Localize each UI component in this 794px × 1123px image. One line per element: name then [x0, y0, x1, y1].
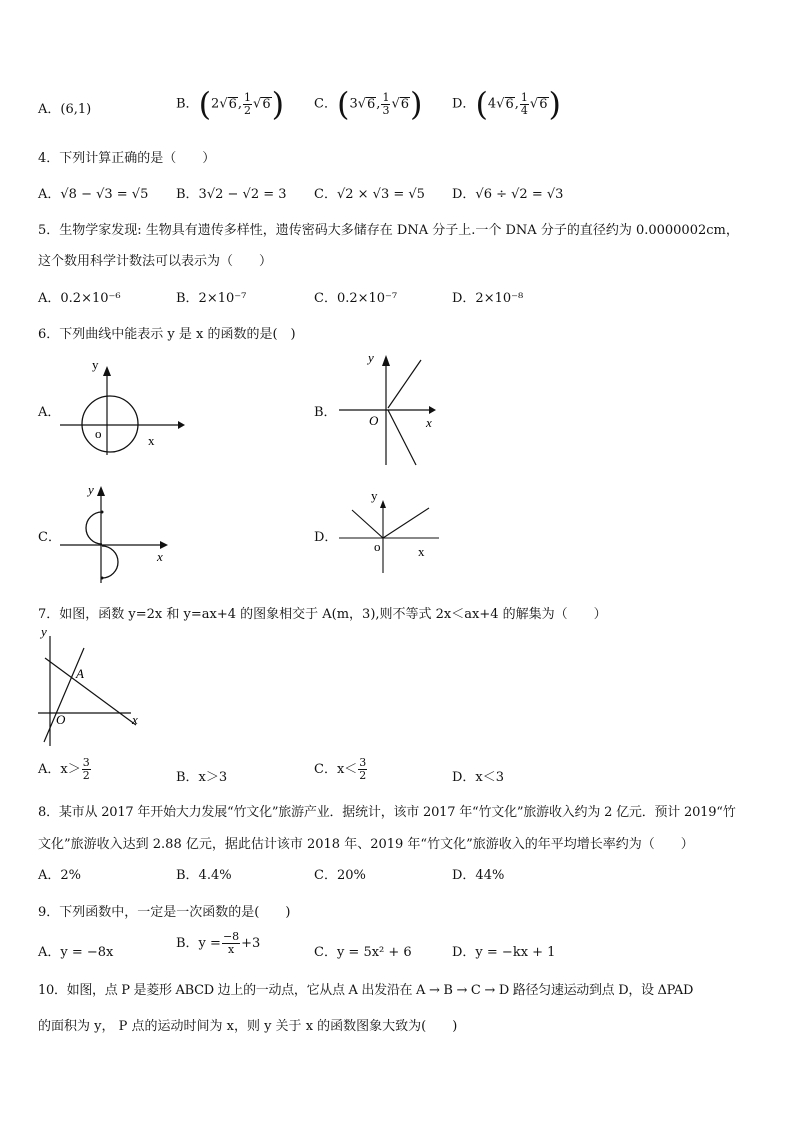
coefficient: 3 [349, 96, 358, 112]
numerator: 3 [82, 756, 90, 769]
q5-option-a: A．0.2×10⁻⁶ [38, 291, 121, 306]
q7-option-d: D．x＜3 [452, 770, 505, 785]
radicand: 6 [505, 96, 514, 112]
q6-graph-c [60, 478, 180, 583]
option-label: B． [176, 96, 199, 112]
q8-stem-line2: 文化”旅游收入达到 2.88 亿元，据此估计该市 2018 年、2019 年“竹文化”旅游收入的年平均增长率约为（ ） [38, 837, 694, 852]
axis-y-label: y [88, 482, 94, 497]
denominator: 2 [244, 103, 252, 117]
q8-option-a: A．2% [38, 868, 82, 883]
q7-stem: 7．如图，函数 y=2x 和 y=ax+4 的图象相交于 A(m，3),则不等式 2x＜ax+4 的解集为（ ） [38, 607, 607, 622]
q4-option-c: C．√2 × √3 = √5 [314, 187, 425, 202]
origin-label: O [369, 413, 379, 428]
q3-option-a: A．(6,1) [38, 102, 92, 117]
q5-stem-line2: 这个数用科学计数法可以表示为（ ） [38, 254, 273, 269]
q6-label-c: C． [38, 530, 61, 545]
radicand: 6 [400, 96, 410, 112]
q6-graph-d [336, 488, 446, 578]
fraction [381, 92, 390, 117]
denominator: 2 [82, 769, 90, 782]
denominator: 2 [359, 769, 367, 782]
q3-option-d: D．(4√6, $\frac{1}{4}$ √6) [452, 85, 561, 123]
left-paren: ( [198, 85, 212, 123]
q4-option-a: A．√8 − √3 = √5 [38, 187, 149, 202]
radicand: 6 [539, 96, 548, 112]
q7-option-a [38, 757, 92, 782]
q3-option-c: C．(3√6, $\frac{1}{3}$ √6) [314, 85, 423, 123]
axis-x-label: x [426, 415, 432, 430]
q5-option-b: B．2×10⁻⁷ [176, 291, 247, 306]
q6-label-d: D． [314, 530, 338, 545]
axis-y-label: y [41, 624, 47, 639]
sqrt-icon: √ [496, 96, 505, 112]
fraction [243, 92, 252, 117]
numerator: 3 [359, 756, 367, 769]
q9-option-a: A．y = −8x [38, 945, 114, 960]
sqrt-icon: √ [219, 96, 228, 112]
fraction [358, 757, 367, 782]
radicand: 6 [262, 96, 271, 112]
sqrt-icon: √ [529, 96, 539, 112]
q6-label-a: A． [38, 405, 61, 420]
denominator: 3 [382, 103, 390, 117]
option-text: A．x＞ [38, 762, 81, 777]
fraction [520, 92, 529, 117]
q4-option-d: D．√6 ÷ √2 = √3 [452, 187, 564, 202]
option-label: D． [452, 96, 476, 112]
fraction [82, 757, 91, 782]
axis-x-label: x [418, 544, 425, 559]
q4-stem: 4．下列计算正确的是（ ） [38, 151, 216, 166]
q8-stem-line1: 8．某市从 2017 年开始大力发展“竹文化”旅游产业．据统计，该市 2017 年“竹文化”旅游收入约为 2 亿元．预计 2019“竹 [38, 805, 736, 820]
sqrt-icon: √ [253, 96, 262, 112]
q5-option-d: D．2×10⁻⁸ [452, 291, 524, 306]
numerator: 1 [244, 90, 252, 104]
q9-option-d: D．y = −kx + 1 [452, 945, 556, 960]
axis-y-label: y [371, 488, 378, 503]
option-text: C．x＜ [314, 762, 358, 777]
axis-y-label: y [368, 350, 374, 365]
q5-stem-line1: 5．生物学家发现: 生物具有遗传多样性，遗传密码大多储存在 DNA 分子上.一个 DNA 分子的直径约为 0.0000002cm， [38, 223, 739, 238]
option-label: C． [314, 96, 337, 112]
q8-option-b: B．4.4% [176, 868, 232, 883]
q4-option-b: B．3√2 − √2 = 3 [176, 187, 287, 202]
q6-graph-b [336, 350, 446, 470]
right-paren: ) [410, 85, 423, 123]
axis-x-label: x [157, 549, 163, 564]
q3-option-b: B．(2√6, $\frac{1}{2}$ √6) [176, 85, 285, 123]
axis-x-label: x [132, 712, 138, 727]
q6-stem: 6．下列曲线中能表示 y 是 x 的函数的是( ) [38, 327, 296, 342]
sqrt-icon: √ [357, 96, 367, 112]
radicand: 6 [367, 96, 376, 112]
q10-stem-line2: 的面积为 y， P 点的运动时间为 x，则 y 关于 x 的函数图象大致为( ) [38, 1019, 458, 1034]
q8-option-d: D．44% [452, 868, 505, 883]
point-a-label: A [76, 666, 84, 681]
q6-graph-a [60, 357, 185, 460]
q5-option-c: C．0.2×10⁻⁷ [314, 291, 398, 306]
fraction [222, 931, 240, 956]
radicand: 6 [228, 96, 237, 112]
origin-label: O [56, 712, 66, 727]
axis-y-label: y [92, 357, 99, 372]
q7-option-b: B．x＞3 [176, 770, 228, 785]
numerator: 1 [382, 90, 390, 104]
q7-graph [36, 624, 151, 750]
option-tail: +3 [241, 936, 261, 951]
axis-x-label: x [148, 433, 155, 448]
q8-option-c: C．20% [314, 868, 366, 883]
q9-option-b [176, 931, 260, 956]
coefficient: 2 [211, 96, 220, 112]
origin-label: o [374, 539, 381, 554]
numerator: −8 [222, 930, 240, 943]
q9-stem: 9．下列函数中，一定是一次函数的是( ) [38, 905, 291, 920]
q10-stem-line1: 10．如图，点 P 是菱形 ABCD 边上的一动点，它从点 A 出发沿在 A → B → C → D 路径匀速运动到点 D，设 ΔPAD [38, 983, 694, 998]
q6-label-b: B． [314, 405, 337, 420]
numerator: 1 [520, 90, 528, 104]
q9-option-c: C．y = 5x² + 6 [314, 945, 412, 960]
right-paren: ) [548, 85, 561, 123]
origin-label: o [95, 426, 102, 441]
denominator: 4 [520, 103, 528, 117]
right-paren: ) [271, 85, 285, 123]
q7-option-c [314, 757, 368, 782]
left-paren: ( [475, 85, 488, 123]
denominator: x [227, 943, 235, 956]
sqrt-icon: √ [391, 96, 400, 112]
coefficient: 4 [487, 96, 497, 112]
left-paren: ( [336, 85, 350, 123]
option-text: B．y = [176, 936, 221, 951]
